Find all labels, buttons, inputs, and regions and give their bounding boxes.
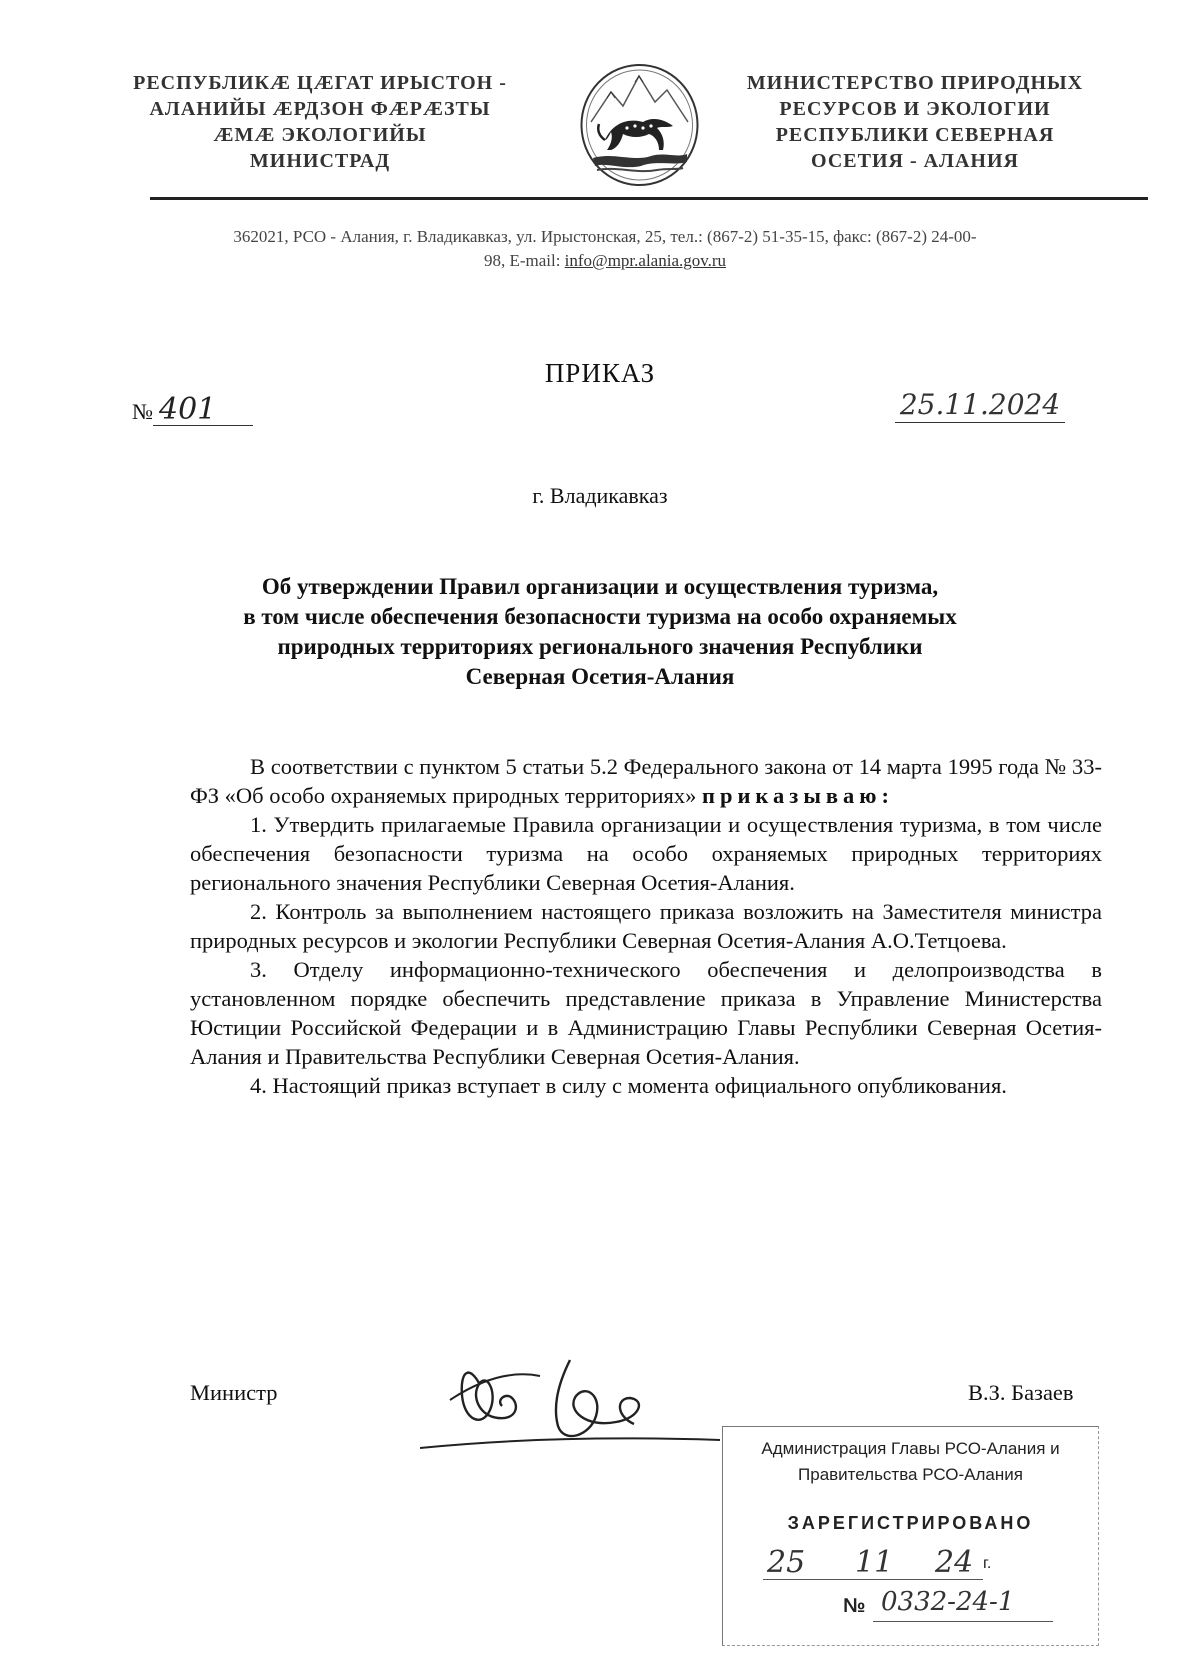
email-link[interactable]: info@mpr.alania.gov.ru (564, 251, 727, 270)
preamble-paragraph (190, 752, 1102, 810)
stamp-number-underline (873, 1621, 1053, 1622)
order-item-4: 4. Настоящий приказ вступает в силу с момента официального опубликования. (250, 1073, 1007, 1098)
header-divider (150, 197, 1148, 200)
order-item-1: 1. Утвердить прилагаемые Правила организации и осуществления туризма, в том числе обеспечения безопасности туризма на особо охраняемых природных территориях регионального значения Республики Северная Осетия-Алания. (190, 812, 1102, 895)
header-right-line-4: ОСЕТИЯ - АЛАНИЯ (811, 150, 1019, 172)
stamp-date-month: 11 (855, 1545, 894, 1580)
subject-line-3: природных территориях регионального значения Республики (277, 634, 923, 659)
header-left-line-4: МИНИСТРАД (249, 150, 391, 172)
handwritten-signature (420, 1340, 720, 1450)
stamp-number-handwritten: 0332-24-1 (881, 1587, 1015, 1617)
subject-line-2: в том числе обеспечения безопасности туризма на особо охраняемых (243, 604, 957, 629)
header-left-line-3: ӔМӔ ЭКОЛОГИЙЫ (213, 124, 427, 146)
order-date-handwritten: 25.11.2024 (895, 388, 1065, 423)
registration-stamp (722, 1426, 1099, 1646)
order-number-handwritten: 401 (153, 395, 253, 426)
order-body (190, 752, 1102, 1100)
order-item-2: 2. Контроль за выполнением настоящего приказа возложить на Заместителя министра природных ресурсов и экологии Республики Северная Осетия-Алания А.О.Тетцоева. (190, 899, 1102, 953)
header-left-line-1: РЕСПУБЛИКӔ ЦӔГАТ ИРЫСТОН - (133, 72, 507, 94)
order-item-3: 3. Отделу информационно-технического обеспечения и делопроизводства в установленном порядке обеспечить представление приказа в Управление Министерства Юстиции Российской Федерации и в Администрацию Главы Республики Северная Осетия-Алания и Правительства Республики Северная Осетия-Алания. (190, 957, 1102, 1069)
header-right-line-2: РЕСУРСОВ И ЭКОЛОГИИ (779, 98, 1051, 120)
stamp-date-suffix: г. (983, 1555, 992, 1572)
header-ossetian-title (120, 70, 520, 174)
header-right-line-1: МИНИСТЕРСТВО ПРИРОДНЫХ (746, 72, 1084, 94)
preamble-text: В соответствии с пунктом 5 статьи 5.2 Федерального закона от 14 марта 1995 года № 33-ФЗ «Об особо охраняемых природных территориях» (190, 754, 1102, 808)
stamp-org-line-2: Правительства РСО-Алания (798, 1465, 1023, 1484)
order-number-label: № (132, 399, 153, 424)
signatory-position: Министр (190, 1380, 278, 1405)
header-left-line-2: АЛАНИЙЫ ӔРДЗОН ФӔРӔЗТЫ (149, 98, 491, 120)
order-number (132, 392, 253, 427)
signatory-name: В.З. Базаев (968, 1380, 1074, 1405)
header-russian-title (725, 70, 1105, 174)
stamp-date-underline (763, 1579, 983, 1580)
stamp-number-label: № (843, 1595, 866, 1617)
address-line-2-prefix: 98, E-mail: (483, 251, 565, 270)
address-line-1: 362021, РСО - Алания, г. Владикавказ, ул. Ирыстонская, 25, тел.: (867-2) 51-35-15, факс: (867-2) 24-00- (233, 227, 977, 246)
coat-of-arms-emblem-icon (577, 62, 702, 188)
subject-line-4: Северная Осетия-Алания (465, 664, 735, 689)
address-line-2 (100, 249, 1110, 273)
order-subject (180, 572, 1020, 692)
stamp-date-year: 24 (935, 1545, 974, 1580)
stamp-date-day: 25 (767, 1545, 806, 1580)
document-title: ПРИКАЗ (544, 358, 656, 388)
order-word: приказываю: (701, 783, 894, 808)
header-right-line-3: РЕСПУБЛИКИ СЕВЕРНАЯ (775, 124, 1055, 146)
ministry-address (100, 225, 1110, 273)
subject-line-1: Об утверждении Правил организации и осуществления туризма, (261, 574, 939, 599)
stamp-registered-label: ЗАРЕГИСТРИРОВАНО (787, 1513, 1034, 1533)
stamp-org-line-1: Администрация Главы РСО-Алания и (761, 1439, 1060, 1458)
order-city: г. Владикавказ (532, 483, 668, 508)
